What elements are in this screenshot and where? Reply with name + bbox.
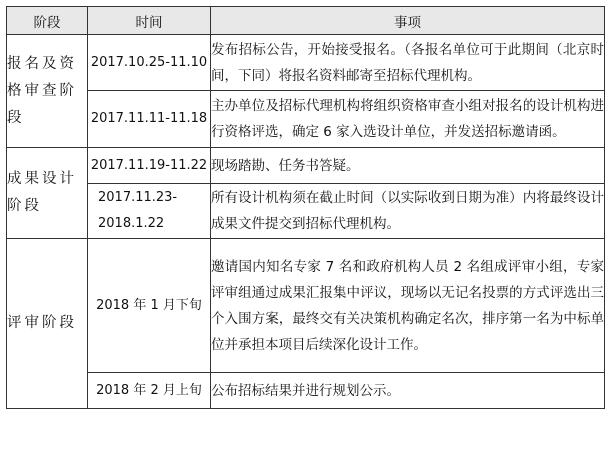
stage-cell: 报名及资格审查阶段	[7, 35, 88, 148]
header-stage: 阶段	[7, 7, 88, 35]
time-cell: 2017.10.25-11.10	[88, 35, 211, 91]
stage-cell: 成果设计阶段	[7, 148, 88, 239]
table-row	[7, 184, 605, 239]
time-cell: 2017.11.11-11.18	[88, 91, 211, 148]
event-cell: 现场踏勘、任务书答疑。	[211, 148, 605, 184]
event-cell: 公布招标结果并进行规划公示。	[211, 373, 605, 409]
schedule-table	[6, 6, 605, 409]
table-row	[7, 239, 605, 373]
event-cell: 所有设计机构须在截止时间（以实际收到日期为准）内将最终设计成果文件提交到招标代理机构。	[211, 184, 605, 239]
event-cell: 邀请国内知名专家 7 名和政府机构人员 2 名组成评审小组，专家评审组通过成果汇报集中评议，现场以无记名投票的方式评选出三个入围方案，最终交有关决策机构确定名次，排序第一名为中标单位并承担本项目后续深化设计工作。	[211, 239, 605, 373]
table-row	[7, 35, 605, 91]
time-cell: 2018 年 2 月上旬	[88, 373, 211, 409]
table-row	[7, 148, 605, 184]
table-row	[7, 91, 605, 148]
stage-cell: 评审阶段	[7, 239, 88, 409]
header-event: 事项	[211, 7, 605, 35]
header-row	[7, 7, 605, 35]
time-cell: 2017.11.19-11.22	[88, 148, 211, 184]
table-row	[7, 373, 605, 409]
time-cell: 2018 年 1 月下旬	[88, 239, 211, 373]
time-cell: 2017.11.23-2018.1.22	[88, 184, 211, 239]
header-time: 时间	[88, 7, 211, 35]
event-cell: 主办单位及招标代理机构将组织资格审查小组对报名的设计机构进行资格评选，确定 6 家入选设计单位，并发送招标邀请函。	[211, 91, 605, 148]
event-cell: 发布招标公告，开始接受报名。（各报名单位可于此期间（北京时间，下同）将报名资料邮寄至招标代理机构。	[211, 35, 605, 91]
